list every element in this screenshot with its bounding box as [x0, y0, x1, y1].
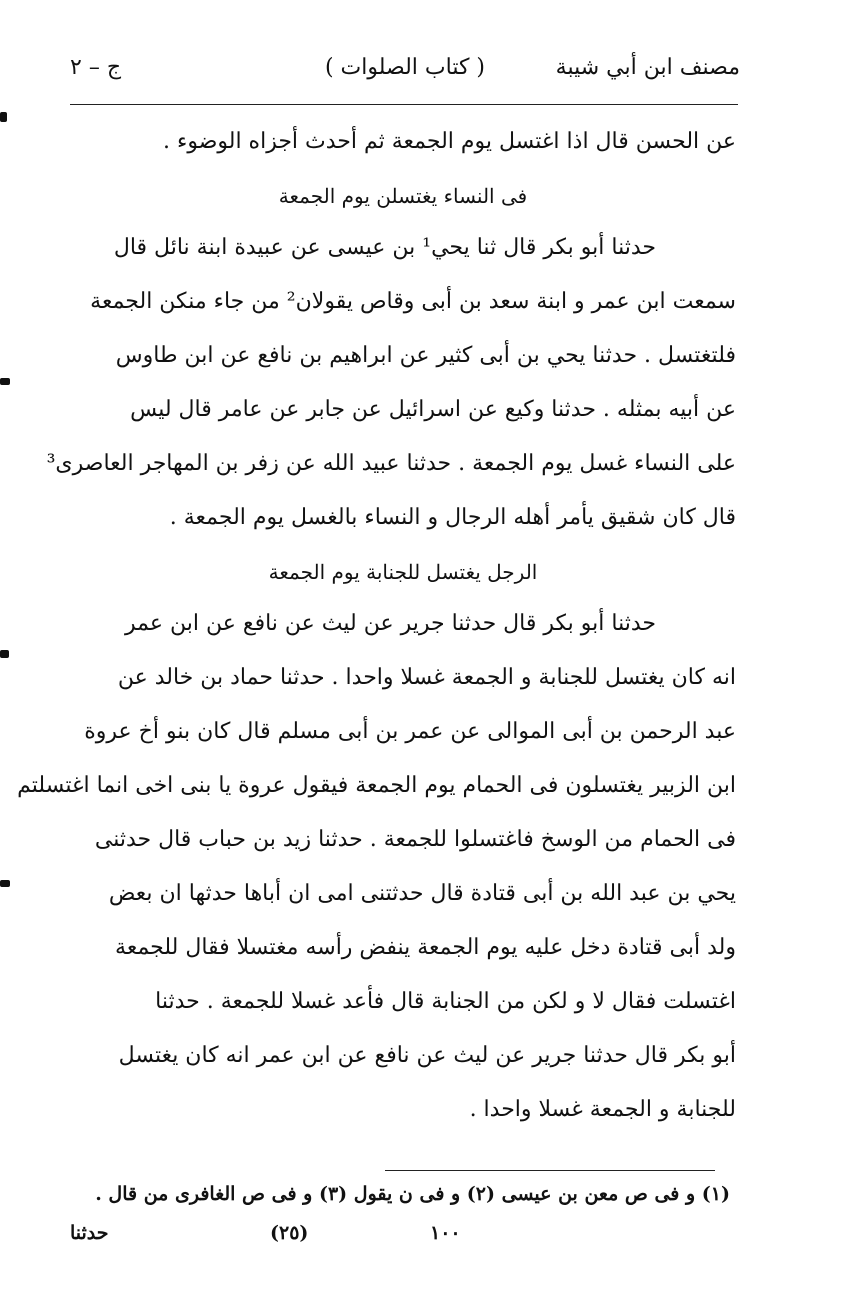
text-line: انه كان يغتسل للجنابة و الجمعة غسلا واحدا . حدثنا حماد بن خالد عن	[117, 665, 736, 690]
footnote-rule	[385, 1170, 715, 1171]
text-line: عن أبيه بمثله . حدثنا وكيع عن اسرائيل عن جابر عن عامر قال ليس	[130, 397, 736, 422]
section-heading: فى النساء يغتسلن يوم الجمعة	[278, 184, 528, 208]
text-line: ابن الزبير يغتسلون فى الحمام يوم الجمعة فيقول عروة يا بنى اخى انما اغتسلتم	[17, 773, 736, 798]
running-header	[70, 55, 740, 95]
header-rule	[70, 104, 738, 105]
chapter-title: ( كتاب الصلوات )	[324, 55, 486, 80]
text-line: على النساء غسل يوم الجمعة . حدثنا عبيد الله عن زفر بن المهاجر العاصرى³	[46, 451, 736, 476]
catchword: حدثنا	[70, 1222, 109, 1244]
text-line: عبد الرحمن بن أبى الموالى عن عمر بن أبى مسلم قال كان بنو أخ عروة	[84, 719, 736, 744]
volume-number: ج – ٢	[70, 55, 122, 80]
footnote: (١) و فى ص معن بن عيسى (٢) و فى ن يقول (٣) و فى ص الغافرى من قال .	[95, 1183, 730, 1205]
text-line: يحي بن عبد الله بن أبى قتادة قال حدثتنى امى ان أباها حدثها ان بعض	[108, 881, 736, 906]
text-line: أبو بكر قال حدثنا جرير عن ليث عن نافع عن ابن عمر انه كان يغتسل	[118, 1043, 736, 1068]
text-line: ولد أبى قتادة دخل عليه يوم الجمعة ينفض رأسه مغتسلا فقال للجمعة	[115, 935, 736, 960]
text-line: فى الحمام من الوسخ فاغتسلوا للجمعة . حدثنا زيد بن حباب قال حدثنى	[94, 827, 736, 852]
main-text	[17, 118, 736, 1140]
text-line: اغتسلت فقال لا و لكن من الجنابة قال فأعد غسلا للجمعة . حدثنا	[155, 989, 736, 1014]
text-line: قال كان شقيق يأمر أهله الرجال و النساء بالغسل يوم الجمعة .	[169, 505, 736, 530]
section-heading: الرجل يغتسل للجنابة يوم الجمعة	[268, 560, 538, 584]
scan-margin-mark	[0, 112, 7, 122]
page-footer	[70, 1222, 730, 1258]
scan-margin-mark	[0, 378, 10, 385]
page-number: ١٠٠	[430, 1222, 461, 1244]
text-line: حدثنا أبو بكر قال ثنا يحي¹ بن عيسى عن عبيدة ابنة نائل قال	[113, 235, 656, 260]
text-line: حدثنا أبو بكر قال حدثنا جرير عن ليث عن نافع عن ابن عمر	[125, 611, 656, 636]
scan-margin-mark	[0, 650, 9, 658]
scan-margin-mark	[0, 880, 10, 887]
text-line: للجنابة و الجمعة غسلا واحدا .	[469, 1097, 736, 1122]
text-line: عن الحسن قال اذا اغتسل يوم الجمعة ثم أحدث أجزاه الوضوء .	[163, 129, 736, 154]
signature-mark: (٢٥)	[270, 1222, 309, 1244]
text-line: سمعت ابن عمر و ابنة سعد بن أبى وقاص يقولان² من جاء منكن الجمعة	[90, 289, 736, 314]
book-title: مصنف ابن أبي شيبة	[555, 55, 740, 80]
text-line: فلتغتسل . حدثنا يحي بن أبى كثير عن ابراهيم بن نافع عن ابن طاوس	[115, 343, 736, 368]
